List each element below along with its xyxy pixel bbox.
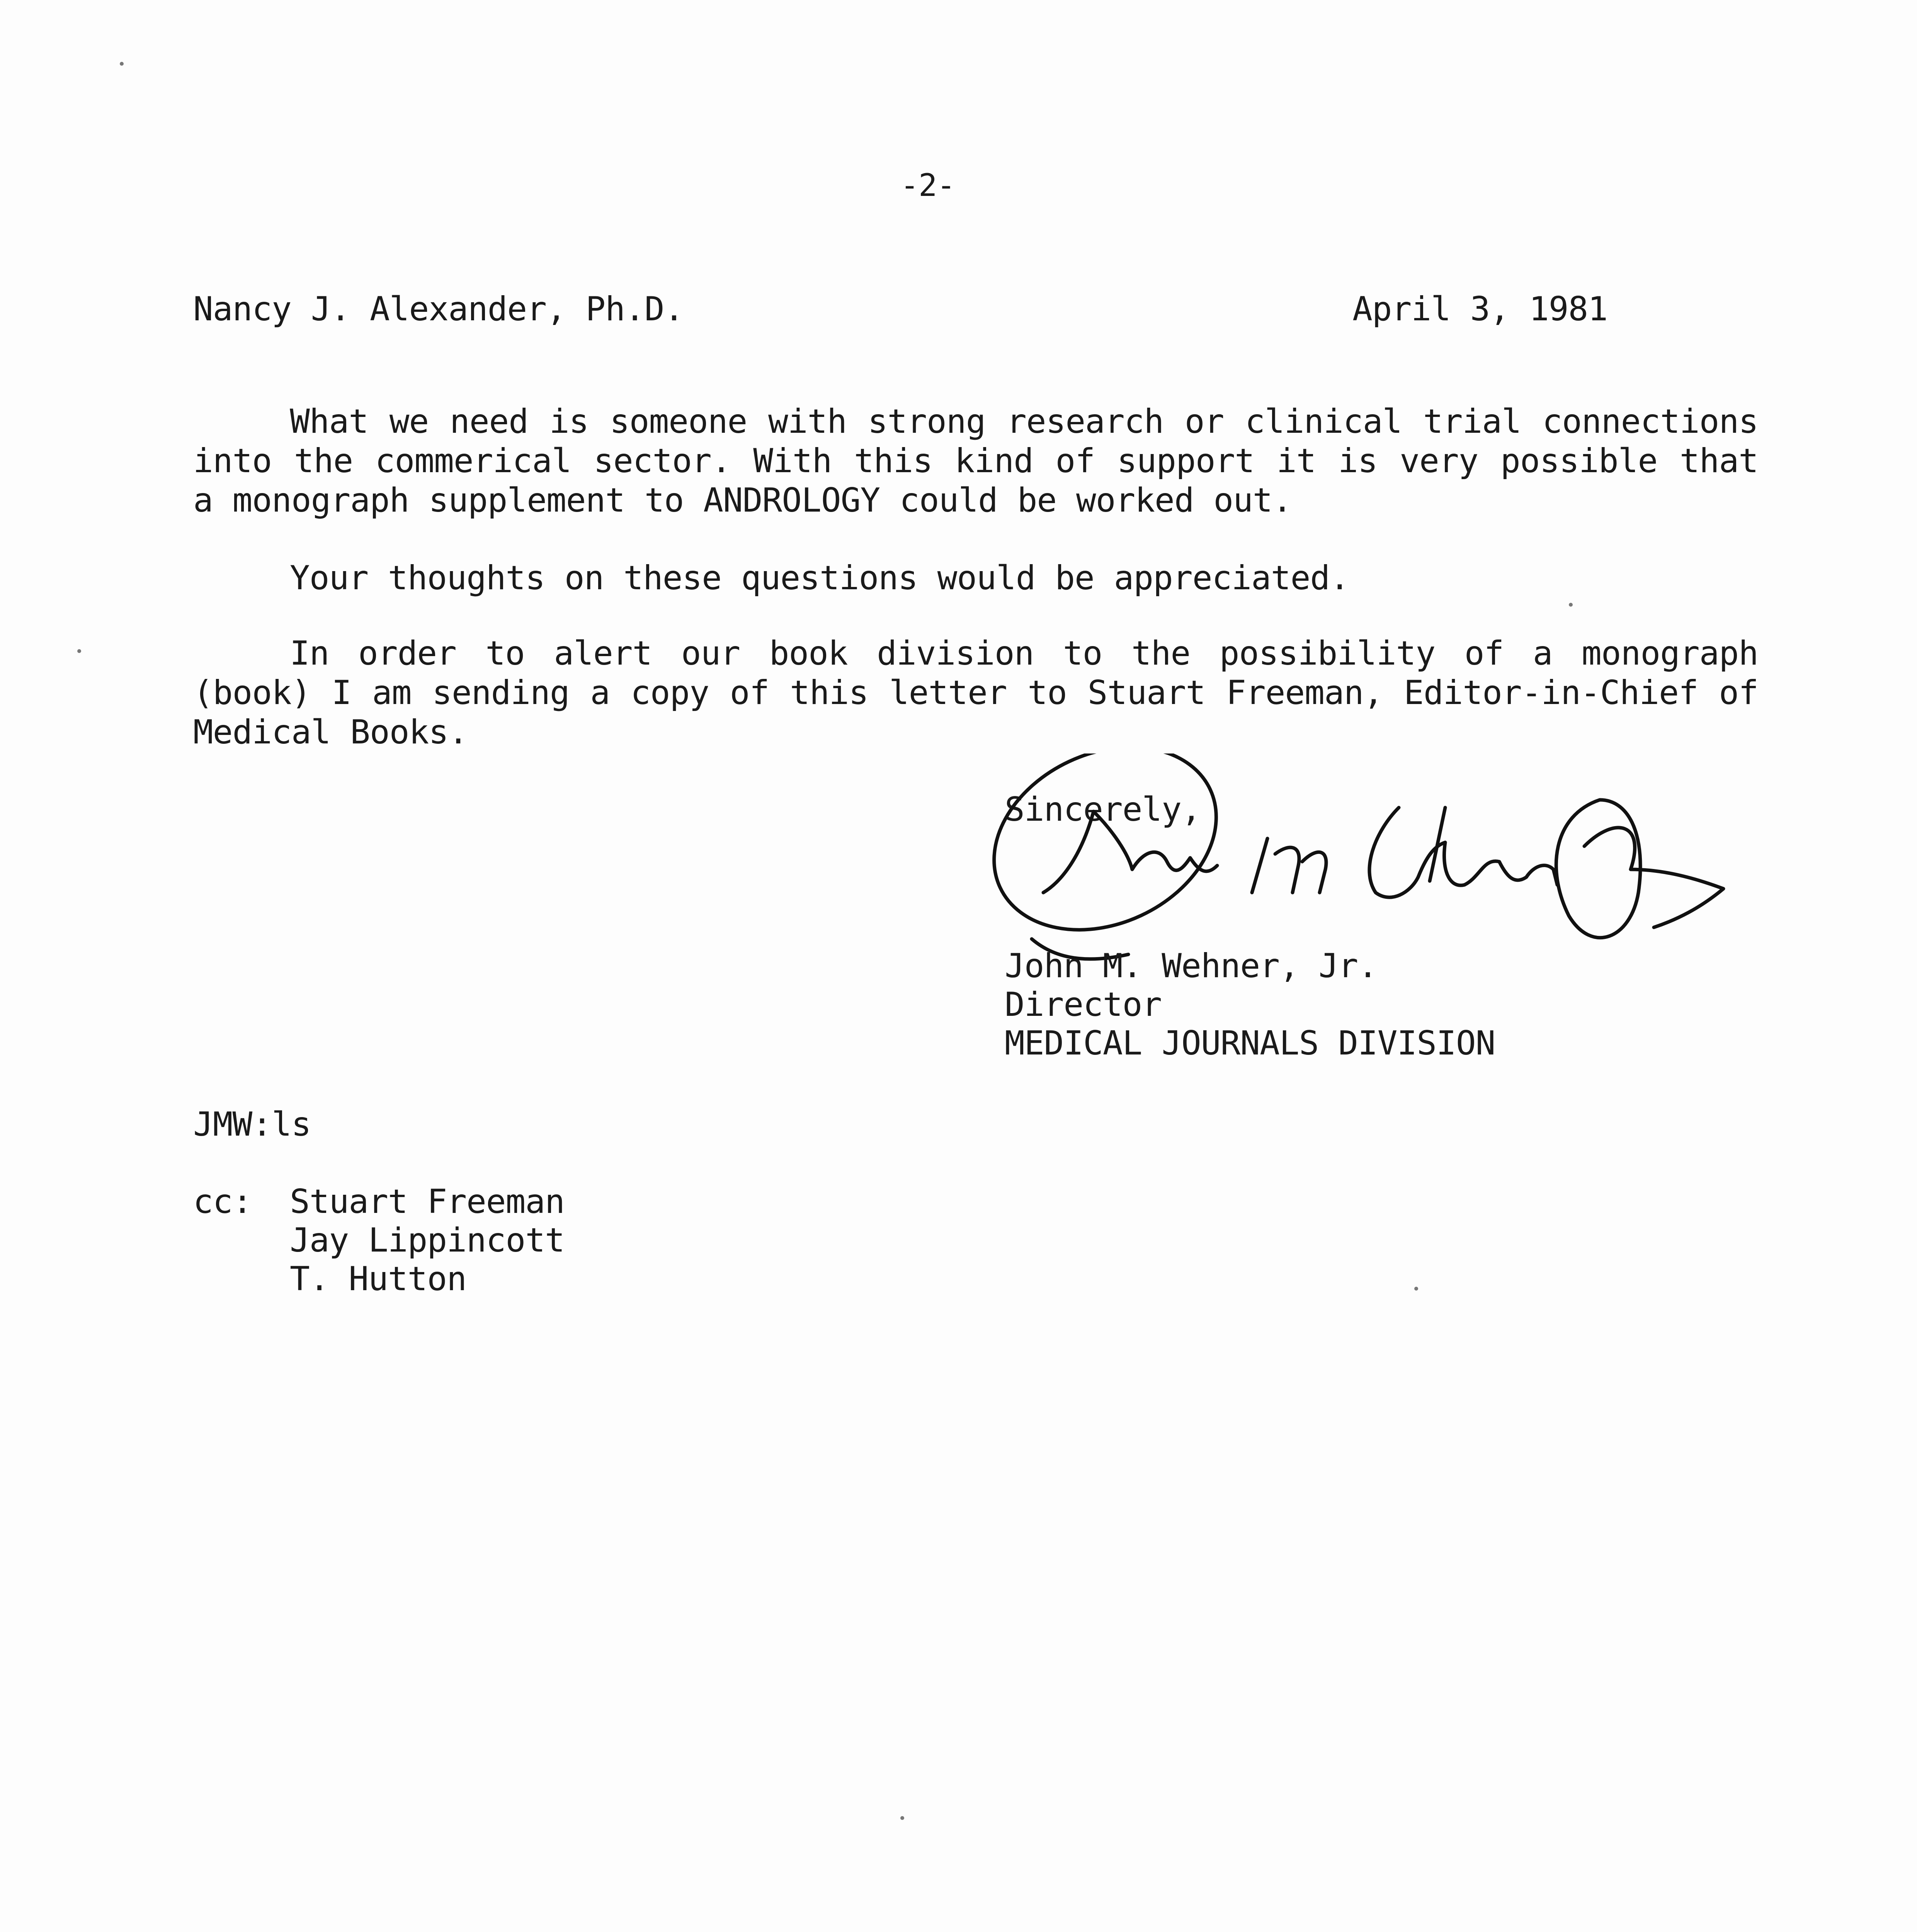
- body-paragraph: What we need is someone with strong research or clinical trial connections into the commerical sector. With this kind of support it is very possible that a monograph supplement to ANDROLOGY could be worked out.: [193, 402, 1758, 520]
- body-paragraph: In order to alert our book division to the possibility of a monograph (book) I am sending a copy of this letter to Stuart Freeman, Editor-in-Chief of Medical Books.: [193, 634, 1758, 752]
- signer-division: MEDICAL JOURNALS DIVISION: [1005, 1024, 1495, 1063]
- scan-speck: [120, 62, 124, 66]
- cc-recipient: Jay Lippincott: [290, 1221, 565, 1260]
- scan-speck: [1569, 603, 1573, 607]
- cc-list: [290, 1182, 565, 1298]
- letter-date: April 3, 1981: [1352, 290, 1608, 328]
- signer-name: John M. Wehner, Jr.: [1005, 947, 1378, 985]
- scan-speck: [900, 1816, 904, 1820]
- scan-speck: [77, 649, 81, 653]
- scan-speck: [1414, 1287, 1418, 1291]
- body-paragraph: Your thoughts on these questions would be appreciated.: [290, 559, 1349, 597]
- page-number: -2-: [900, 167, 955, 203]
- cc-recipient: T. Hutton: [290, 1260, 466, 1298]
- recipient-name: Nancy J. Alexander, Ph.D.: [193, 290, 684, 328]
- cc-recipient: Stuart Freeman: [290, 1182, 565, 1221]
- cc-label: cc:: [193, 1182, 252, 1221]
- signer-title: Director: [1005, 985, 1162, 1024]
- typist-initials: JMW:ls: [193, 1105, 311, 1144]
- closing: Sincerely,: [1005, 790, 1201, 829]
